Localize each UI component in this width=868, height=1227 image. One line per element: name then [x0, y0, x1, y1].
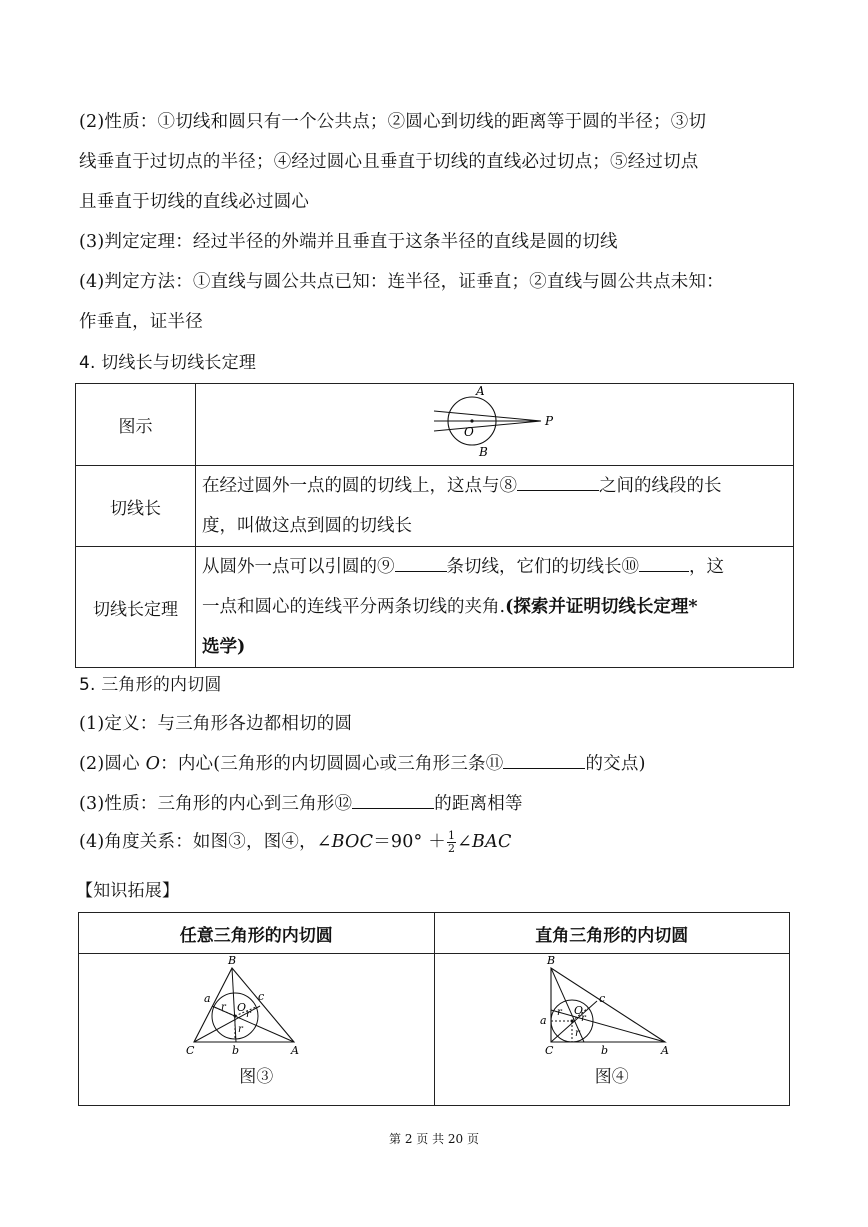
fig4-label-c: c: [598, 992, 605, 1005]
incircle-definition: (1)定义：与三角形各边都相切的圆: [79, 714, 353, 734]
tangent-pa: [434, 411, 541, 421]
angle-text-a: (4)角度关系：如图③，图④，∠: [79, 832, 332, 852]
blank-12[interactable]: [335, 794, 435, 814]
fig3-label-b: B: [228, 954, 237, 967]
property-line-1: (2)性质：①切线和圆只有一个公共点；②圆心到切线的距离等于圆的半径；③切: [79, 112, 707, 132]
fig3-label-b-side: b: [232, 1044, 240, 1057]
angle-bac: BAC: [472, 832, 512, 852]
center-dot: [470, 419, 473, 422]
angle-text-c: ∠: [457, 832, 473, 852]
definition-text-a: 在经过圆外一点的圆的切线上，这点与: [202, 476, 500, 496]
property-text-a: (3)性质：三角形的内心到三角形: [79, 794, 335, 814]
center-text-c: 的交点): [585, 754, 646, 774]
tangent-lines-figure: [196, 385, 792, 465]
extension-heading: 【知识拓展】: [76, 881, 180, 901]
mark-11: ⑪: [485, 754, 504, 774]
criterion-theorem: (3)判定定理：经过半径的外端并且垂直于这条半径的直线是圆的切线: [79, 232, 618, 252]
theorem-text-b: 条切线，它们的切线长: [446, 557, 622, 577]
criterion-method-2: 作垂直，证半径: [79, 312, 203, 332]
angle-text-b: ＝90° ＋: [373, 832, 446, 852]
col-right-triangle: 直角三角形的内切圆: [434, 913, 790, 954]
tangent-pb: [434, 421, 541, 431]
figure-3-caption: 图③: [239, 1067, 274, 1087]
property-line-3: 且垂直于切线的直线必过圆心: [79, 192, 310, 212]
blank-9[interactable]: [377, 557, 447, 577]
page-footer: 第 2 页 共 20 页: [389, 1132, 479, 1146]
label-o: O: [464, 424, 474, 439]
fraction-numerator: 1: [447, 829, 456, 842]
tangent-figure-cell: [196, 384, 794, 466]
fig4-label-b: B: [546, 954, 555, 967]
mark-12: ⑫: [334, 794, 353, 814]
property-text-b: 的距离相等: [434, 794, 523, 814]
mark-9: ⑨: [377, 557, 395, 577]
theorem-text-d: 一点和圆心的连线平分两条切线的夹角.: [202, 597, 506, 617]
label-b: B: [479, 444, 488, 459]
tangent-length-table: [75, 383, 794, 668]
fig4-label-a: a: [539, 1014, 547, 1027]
incircle-property: [79, 790, 523, 815]
fig3-label-c-vertex: C: [186, 1044, 195, 1057]
property-line-2: 线垂直于过切点的半径；④经过圆心且垂直于切线的直线必过切点；⑤经过切点: [79, 152, 699, 172]
fig3-label-a: a: [204, 992, 211, 1005]
label-a: A: [476, 384, 485, 398]
fig4-label-c-vertex: C: [544, 1044, 554, 1057]
theorem-text-c: ，这: [689, 557, 724, 577]
row-tangent-length-label: 切线长: [76, 466, 196, 547]
center-o: O: [145, 754, 161, 774]
center-text-b: ：内心(三角形的内切圆圆心或三角形三条: [160, 754, 486, 774]
fig3-label-c: c: [258, 990, 265, 1003]
fraction-denominator: 2: [447, 842, 456, 855]
fraction-half: [447, 830, 456, 855]
criterion-method-1: (4)判定方法：①直线与圆公共点已知：连半径，证垂直；②直线与圆公共点未知：: [79, 272, 724, 292]
theorem-text-a: 从圆外一点可以引圆的: [202, 557, 377, 577]
figure-3-triangle: [186, 954, 326, 1062]
label-p: P: [545, 413, 554, 428]
center-text-a: (2)圆心: [79, 754, 146, 774]
tangent-length-theorem: [196, 547, 794, 668]
theorem-optional-note: (探索并证明切线长定理*: [505, 597, 698, 617]
blank-8[interactable]: [500, 476, 600, 496]
figure-4-cell: [434, 954, 790, 1106]
fig3-label-a-vertex: A: [291, 1044, 300, 1057]
definition-text-c: 度，叫做这点到圆的切线长: [202, 516, 412, 536]
mark-10: ⑩: [621, 557, 639, 577]
tangent-length-definition: [196, 466, 794, 547]
figure-3-cell: [79, 954, 435, 1106]
figure-4-triangle: [537, 954, 687, 1062]
fig4-label-o: O: [573, 1004, 583, 1017]
fig3-label-r1: r: [221, 1002, 227, 1013]
incircle-center: [79, 750, 646, 775]
section-4-heading: 4. 切线长与切线长定理: [79, 353, 257, 373]
fig4-label-r1: r: [556, 1007, 562, 1018]
row-theorem-label: 切线长定理: [76, 547, 196, 668]
definition-text-b: 之间的线段的长: [599, 476, 722, 496]
incircle-comparison-table: [78, 912, 790, 1106]
fig4-label-r3: r: [574, 1028, 580, 1039]
blank-10[interactable]: [622, 557, 690, 577]
fig4-label-a-vertex: A: [660, 1044, 669, 1057]
angle-boc: BOC: [331, 832, 374, 852]
mark-8: ⑧: [499, 476, 517, 496]
blank-11[interactable]: [486, 754, 586, 774]
row-figure-label: 图示: [76, 384, 196, 466]
fig4-label-r2: r: [580, 1013, 586, 1024]
fig4-label-b-side: b: [600, 1044, 608, 1057]
fig3-label-r3: r: [238, 1024, 244, 1035]
theorem-optional-note-2: 选学): [202, 637, 246, 657]
fig3-label-o: O: [237, 1001, 247, 1014]
fig3-label-r2: r: [246, 1009, 252, 1020]
figure-4-caption: 图④: [594, 1067, 629, 1087]
col-any-triangle: 任意三角形的内切圆: [79, 913, 435, 954]
angle-relation: [79, 828, 512, 855]
section-5-heading: 5. 三角形的内切圆: [79, 675, 222, 695]
